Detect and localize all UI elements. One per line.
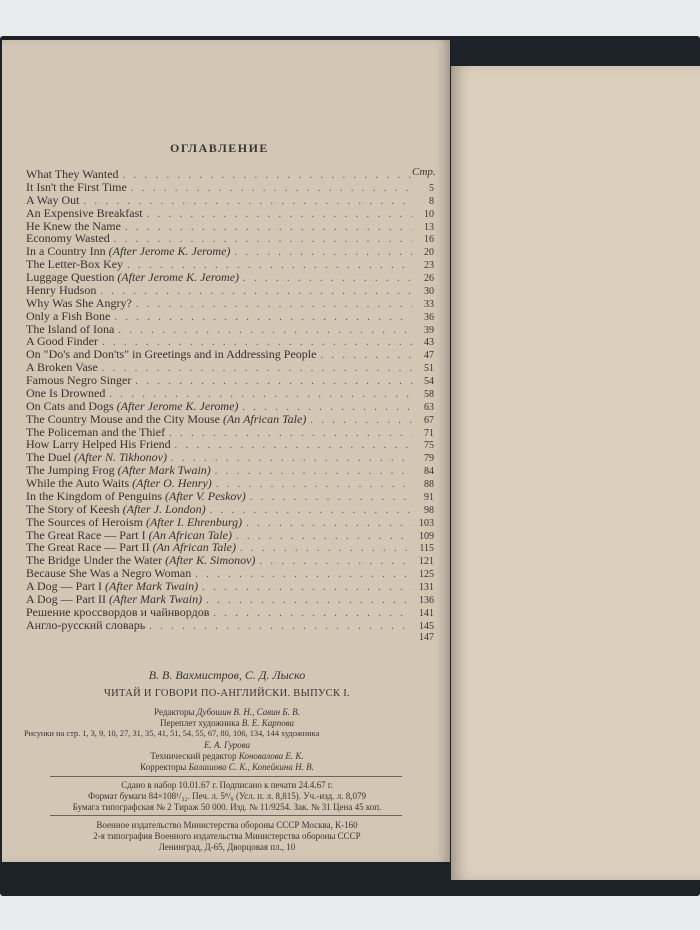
proof-label: Корректоры [140,762,187,772]
toc-entry-page: 131 [419,582,434,593]
toc-entry-title: A Good Finder [26,334,98,349]
toc-entry-page: 43 [424,337,434,349]
drawings-artist-name: Е. А. Гурова [204,740,250,750]
toc-entry-page: 109 [419,530,434,542]
toc-entry-title: Решение кроссвордов и чайнвордов [26,604,210,619]
imprint-drawings-artist [22,740,432,750]
toc-entry-title: Англо-русский словарь [26,617,146,632]
toc-leader-dots [125,222,412,235]
toc-leader-dots [102,363,412,376]
toc-entry-title: The Duel (After N. Tikhonov) [26,450,167,465]
imprint-print-line-2: Формат бумаги 84×108¹/₃₂. Печ. л. 5⁸/₈ (Усл. п. л. 8,815). Уч.-изд. л. 8,079 [88,791,366,801]
toc-entry-page: 71 [424,427,434,439]
toc-entry-page: 98 [424,504,434,516]
toc-entry-page: 39 [424,324,434,336]
toc-entry-title: The Policeman and the Thief [26,424,166,439]
imprint-print-line-3: Бумага типографская № 2 Тираж 50 000. Изд. № 11/9254. Зак. № 31 Цена 45 коп. [72,802,382,812]
toc-entry-page: 79 [424,453,434,465]
toc-entry-page: 51 [424,363,434,375]
toc-entry-title: Luggage Question (After Jerome K. Jerome) [26,270,240,284]
toc-entry-page: 88 [424,479,434,490]
toc-entry-page: 47 [424,350,434,362]
toc-entry-title: On "Do's and Don'ts" in Greetings and in Addressing People [26,347,317,362]
toc-last-page: 147 [419,631,434,643]
toc-entry-title: The Island of Iona [26,321,115,336]
toc-entry-title: The Sources of Heroism (After I. Ehrenburg) [26,514,243,529]
toc-leader-dots [136,299,412,312]
imprint-cover-artist [22,718,432,728]
imprint-publisher-line-3: Ленинград, Д-65, Дворцовая пл., 10 [158,842,296,852]
toc-entry-title: Only a Fish Bone [26,308,111,323]
toc-leader-dots [195,569,412,582]
toc-leader-dots [114,312,412,325]
toc-entry-page: 5 [429,182,434,194]
proofreaders-names: Балашова С. К., Копейкина Н. В. [188,762,314,772]
toc-entry-title: The Story of Keesh (After J. London) [26,501,206,516]
toc-entry-title: He Knew the Name [26,218,121,233]
toc-entry-title: While the Auto Waits (After O. Henry) [26,476,212,490]
imprint-editors [22,707,432,717]
editors-names: Дубошин В. Н., Савин Б. В. [196,707,300,717]
toc-entry-page: 75 [424,440,434,452]
toc-leader-dots [320,350,412,363]
toc-leader-dots [234,247,412,260]
toc-entry-title: A Dog — Part I (After Mark Twain) [26,579,199,593]
toc-entry-title: It Isn't the First Time [26,179,127,194]
toc-leader-dots [206,595,412,608]
toc-entry-page: 26 [424,273,434,284]
editors-label: Редакторы [154,707,195,717]
imprint-publisher-line-1: Военное издательство Министерства обороны СССР Москва, К-160 [96,820,358,830]
toc-entry-title: The Jumping Frog (After Mark Twain) [26,463,211,478]
toc-entry-page: 121 [419,556,434,568]
toc-entry-title: An Expensive Breakfast [26,205,143,220]
imprint-divider-2 [50,815,402,816]
toc-entry-title: A Broken Vase [26,360,98,375]
cover-label: Переплет художника [159,718,240,728]
toc-title: ОГЛАВЛЕНИЕ [170,141,269,155]
toc-entry-title: Because She Was a Negro Woman [26,566,192,581]
toc-entry-page: 125 [419,569,434,581]
toc-leader-dots [149,621,412,634]
toc-entry-title: How Larry Helped His Friend [26,437,171,452]
toc-entry-page: 16 [424,234,434,246]
toc-entry-title: What They Wanted [26,167,119,181]
toc-entry-page: 8 [429,195,434,207]
toc-entry-title: In a Country Inn (After Jerome K. Jerome) [26,244,231,259]
toc-entry-page: 136 [419,594,434,606]
toc-leader-dots [310,415,412,428]
cover-artist-name: В. Е. Карпова [241,718,295,728]
toc-entry-page: 91 [424,491,434,503]
toc-leader-dots [118,325,412,338]
toc-entry-page: 36 [424,311,434,323]
toc-leader-dots [240,543,412,556]
toc-entry [26,181,434,194]
toc-entry-page: 13 [424,221,434,233]
toc-leader-dots [243,273,412,286]
toc-entry-title: On Cats and Dogs (After Jerome K. Jerome) [26,398,239,413]
toc-entry-title: Why Was She Angry? [26,295,132,310]
toc-entry-title: The Country Mouse and the City Mouse (An African Tale) [26,411,307,426]
toc-leader-dots [169,428,412,441]
toc-entry-title: The Bridge Under the Water (After K. Simonov) [26,553,256,568]
toc-entry-title: The Letter-Box Key [26,257,124,272]
toc-entry-page: 30 [424,285,434,297]
imprint-tech-editor [22,751,432,761]
imprint-book-title: ЧИТАЙ И ГОВОРИ ПО-АНГЛИЙСКИ. ВЫПУСК I. [104,688,350,699]
toc-entry-title: A Dog — Part II (After Mark Twain) [26,591,203,606]
toc-entry-page: 63 [424,401,434,413]
toc-entry-page: 23 [424,260,434,272]
toc-entry-title: The Great Race — Part I (An African Tale) [26,527,232,542]
toc-leader-dots [236,531,412,544]
imprint-publisher-line-2: 2-я типография Военного издательства Министерства обороны СССР [93,831,361,841]
tech-label: Технический редактор [150,751,237,761]
toc-page-header: Стр. [412,166,436,178]
toc-entry-title: A Way Out [26,192,80,207]
toc-leader-dots [131,183,412,196]
toc-entry-page: 103 [419,517,434,529]
toc-leader-dots [250,492,412,505]
toc-entry-title: In the Kingdom of Penguins (After V. Peskov) [26,488,246,503]
toc-leader-dots [202,582,412,595]
toc-entry-page: 84 [424,466,434,478]
toc-entry-page: 33 [424,298,434,310]
toc-entry-page: 141 [419,607,434,619]
toc-leader-dots [147,209,412,222]
toc-leader-dots [215,466,412,479]
toc-leader-dots [175,440,412,453]
right-page-blank [451,66,700,880]
toc-leader-dots [259,556,412,569]
toc-leader-dots [123,170,412,183]
left-page [2,40,450,862]
toc-entry-page: 67 [424,414,434,426]
toc-entry-page: 145 [419,620,434,632]
imprint-authors: В. В. Вахмистров, С. Д. Лыско [148,668,306,682]
imprint-drawings: Рисунки на стр. 1, 3, 9, 10, 27, 31, 35, 41, 51, 54, 55, 67, 80, 106, 134, 144 художника [24,729,320,738]
toc-entry-page: 54 [424,376,434,387]
imprint-divider-1 [50,776,402,777]
toc-entry-page: 58 [424,388,434,400]
toc-leader-dots [100,286,412,299]
toc-entry-title: Economy Wasted [26,231,110,246]
toc-entry-page: 10 [424,208,434,220]
toc-entry-title: Famous Negro Singer [26,373,132,387]
toc-leader-dots [213,608,412,621]
toc-list [26,168,434,644]
toc-leader-dots [135,376,412,389]
imprint-print-line-1: Сдано в набор 10.01.67 г. Подписано к печати 24.4.67 г. [121,780,333,790]
toc-entry-page: 20 [424,247,434,259]
toc-entry-title: One Is Drowned [26,385,106,400]
toc-entry-page: 115 [419,543,434,555]
toc-leader-dots [246,518,412,531]
imprint-proofreaders [22,762,432,772]
toc-entry-title: The Great Race — Part II (An African Tale) [26,540,236,555]
toc-entry-title: Henry Hudson [26,282,97,297]
toc-entry [26,619,434,632]
tech-editor-name: Коновалова Е. К. [238,751,304,761]
